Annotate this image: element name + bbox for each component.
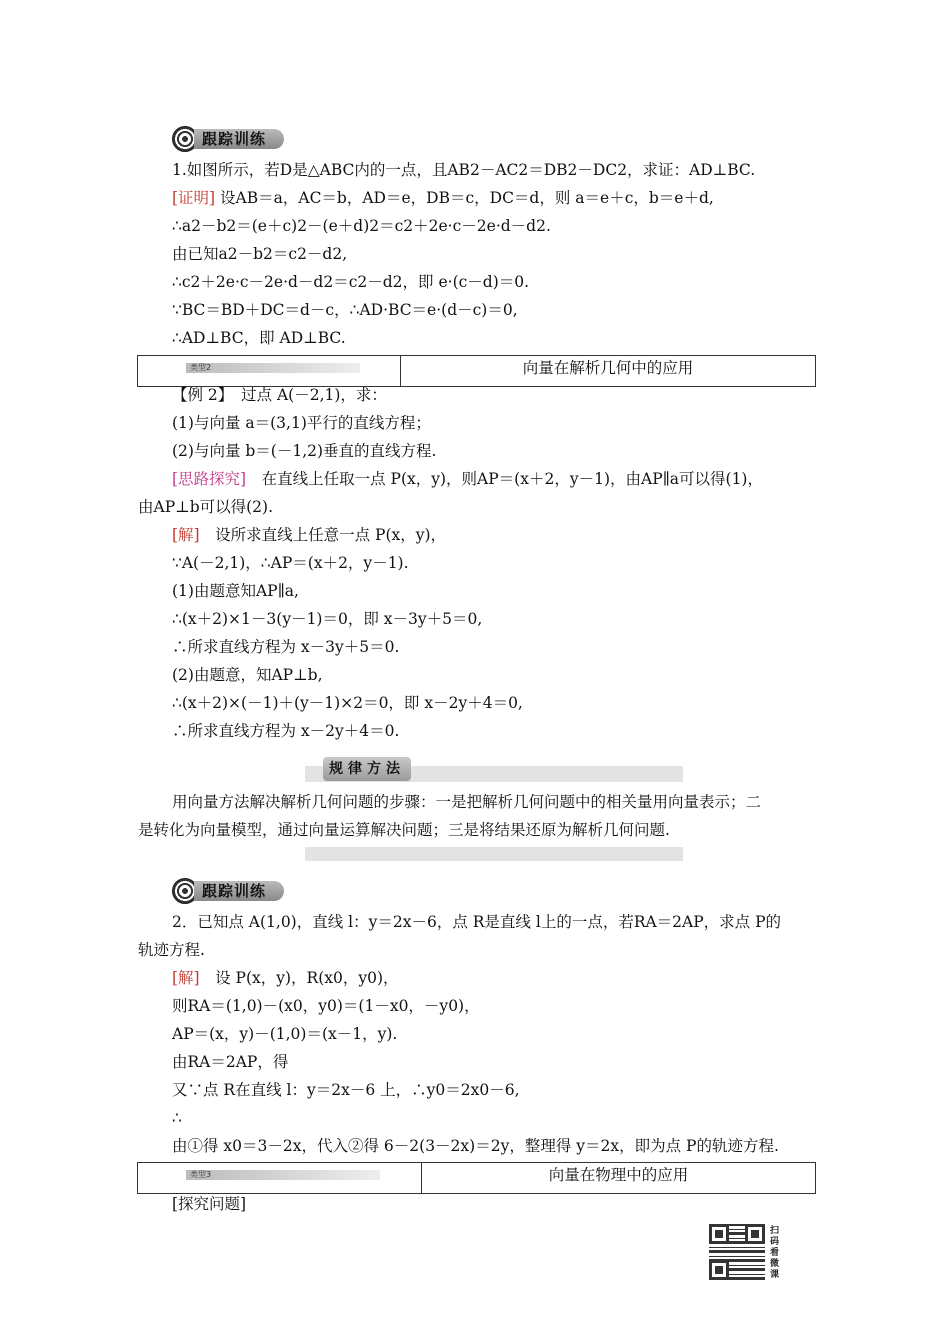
solution-step: ∴所求直线方程为 x－3y＋5＝0. xyxy=(172,638,400,656)
solution2-text: 设 P(x，y)，R(x0，y0)， xyxy=(199,969,399,987)
solution-step: (1)由题意知AP∥a, xyxy=(172,582,299,600)
explore-label: [探究问题] xyxy=(172,1195,247,1213)
solution2-step: ∴ xyxy=(172,1109,182,1127)
problem-2-continue: 轨迹方程. xyxy=(138,941,205,959)
problem-2: 2．已知点 A(1,0)，直线 l：y＝2x－6，点 R是直线 l上的一点，若RA＝2AP，求点 P的 xyxy=(172,913,782,931)
solution2-step: AP＝(x，y)－(1,0)＝(x－1，y). xyxy=(172,1025,398,1043)
qr-code-icon[interactable] xyxy=(709,1224,765,1280)
type2-title: 向量在解析几何中的应用 xyxy=(522,359,694,377)
proof-step: ∵BC＝BD＋DC＝d－c，∴AD·BC＝e·(d－c)＝0, xyxy=(172,301,518,319)
hint-line xyxy=(172,469,763,489)
solution-step: ∴(x＋2)×(－1)＋(y－1)×2＝0，即 x－2y＋4＝0, xyxy=(172,694,523,712)
proof-line xyxy=(172,188,714,208)
solution2-step: 则RA＝(1,0)－(x0，y0)＝(1－x0，－y0)， xyxy=(172,997,480,1015)
hint-continue: 由AP⊥b可以得(2). xyxy=(138,498,274,516)
training-badge-label: 跟踪训练 xyxy=(194,129,284,149)
hint-text: 在直线上任取一点 P(x，y)，则AP＝(x＋2，y－1)，由AP∥a可以得(1)， xyxy=(246,470,763,488)
solution2-line xyxy=(172,968,399,988)
type3-header xyxy=(137,1162,816,1194)
proof-step: ∴AD⊥BC，即 AD⊥BC. xyxy=(172,329,346,347)
proof-step: ∴c2＋2e·c－2e·d－d2＝c2－d2，即 e·(c－d)＝0. xyxy=(172,273,530,291)
example2-part1: (1)与向量 a＝(3,1)平行的直线方程； xyxy=(172,414,431,432)
solution-step: ∴所求直线方程为 x－2y＋4＝0. xyxy=(172,722,400,740)
solution-step: ∵A(－2,1)，∴AP＝(x＋2，y－1). xyxy=(172,554,409,572)
solution2-step: 由RA＝2AP，得 xyxy=(172,1053,289,1071)
solution2-step: 由①得 x0＝3－2x，代入②得 6－2(3－2x)＝2y，整理得 y＝2x，即为点 P的轨迹方程. xyxy=(172,1137,779,1155)
qr-caption: 扫码看微课 xyxy=(770,1226,780,1280)
method-text: 用向量方法解决解析几何问题的步骤：一是把解析几何问题中的相关量用向量表示；二 xyxy=(172,793,762,811)
solution-line xyxy=(172,525,446,545)
proof-step: 由已知a2－b2＝c2－d2, xyxy=(172,245,348,263)
hint-label: [思路探究] xyxy=(172,470,247,488)
example2-title: 【例 2】 过点 A(－2,1)，求： xyxy=(172,386,387,404)
problem-1: 1.如图所示，若D是△ABC内的一点，且AB2－AC2＝DB2－DC2，求证：AD⊥BC. xyxy=(172,161,756,179)
type3-tag: 类型3 xyxy=(186,1170,380,1180)
proof-step: ∴a2－b2＝(e＋c)2－(e＋d)2＝c2＋2e·c－2e·d－d2. xyxy=(172,217,551,235)
type3-title: 向量在物理中的应用 xyxy=(548,1166,689,1184)
proof-label: [证明] xyxy=(172,189,216,207)
method-title: 规律方法 xyxy=(323,757,411,781)
method-band-bottom xyxy=(305,847,683,861)
solution-step: ∴(x＋2)×1－3(y－1)＝0，即 x－3y＋5＝0, xyxy=(172,610,483,628)
solution-text: 设所求直线上任意一点 P(x，y)， xyxy=(199,526,447,544)
training-badge xyxy=(172,878,284,904)
solution2-step: 又∵点 R在直线 l：y＝2x－6 上，∴y0＝2x0－6, xyxy=(172,1081,520,1099)
method-text: 是转化为向量模型，通过向量运算解决问题；三是将结果还原为解析几何问题. xyxy=(138,821,670,839)
training-badge xyxy=(172,126,284,152)
type2-header xyxy=(137,355,816,387)
training-badge-label: 跟踪训练 xyxy=(194,881,284,901)
solution-step: (2)由题意，知AP⊥b, xyxy=(172,666,323,684)
solution-label: [解] xyxy=(172,526,200,544)
proof-text: 设AB＝a，AC＝b，AD＝e，DB＝c，DC＝d，则 a＝e＋c，b＝e＋d, xyxy=(220,189,714,207)
type2-tag: 类型2 xyxy=(186,363,360,373)
solution2-label: [解] xyxy=(172,969,200,987)
example2-part2: (2)与向量 b＝(－1,2)垂直的直线方程. xyxy=(172,442,437,460)
